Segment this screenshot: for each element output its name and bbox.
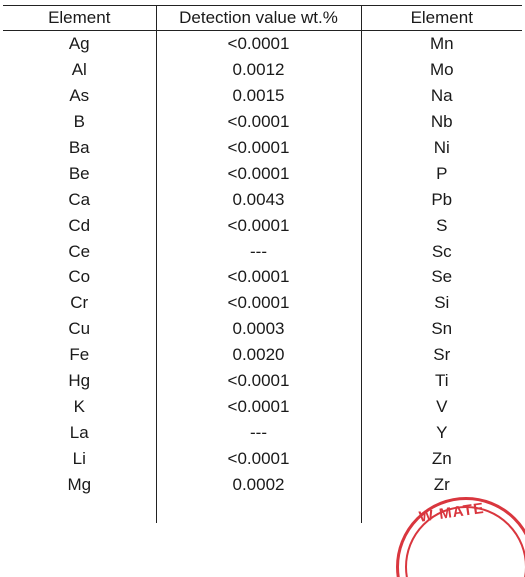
cell-value: 0.0043 <box>156 186 361 212</box>
cell-element-2: P <box>361 160 522 186</box>
cell-element: Co <box>68 267 91 287</box>
cell-element-2: V <box>361 393 522 419</box>
cell-empty <box>156 497 361 523</box>
cell-value: 0.0012 <box>156 57 361 83</box>
table-row <box>3 135 522 161</box>
cell-element-2: Se <box>361 264 522 290</box>
table-row <box>3 31 522 57</box>
cell-element: Fe <box>69 345 90 365</box>
header-detection-value: Detection value wt.% <box>156 6 361 31</box>
table-row <box>3 109 522 135</box>
table-row <box>3 212 522 238</box>
cell-element-2: Zr <box>361 471 522 497</box>
table-row <box>3 316 522 342</box>
cell-element-2: Mn <box>361 31 522 57</box>
cell-element: Ba <box>68 138 90 157</box>
cell-element-2: Zn <box>361 445 522 471</box>
cell-value: 0.0015 <box>156 83 361 109</box>
cell-element-2: Sn <box>361 316 522 342</box>
cell-value: <0.0001 <box>156 160 361 186</box>
table-row <box>3 368 522 394</box>
table-row <box>3 186 522 212</box>
table-row <box>3 393 522 419</box>
cell-element: Ce <box>68 241 91 261</box>
cell-element-2: Ni <box>361 135 522 161</box>
cell-value: <0.0001 <box>156 135 361 161</box>
cell-value: --- <box>156 419 361 445</box>
table-body <box>3 31 522 524</box>
cell-value: <0.0001 <box>156 264 361 290</box>
header-element: Element <box>3 6 156 31</box>
table-row <box>3 238 522 264</box>
cell-empty <box>3 497 156 523</box>
header-row <box>3 6 522 31</box>
cell-element-2: Pb <box>361 186 522 212</box>
cell-element-2: Ti <box>361 368 522 394</box>
cell-element: Li <box>72 448 86 468</box>
cell-element: Hg <box>68 371 91 391</box>
cell-element: Mg <box>67 474 92 494</box>
cell-value: <0.0001 <box>156 212 361 238</box>
cell-value: <0.0001 <box>156 445 361 471</box>
table-row <box>3 160 522 186</box>
cell-element: Cr <box>70 293 89 313</box>
cell-value: 0.0003 <box>156 316 361 342</box>
cell-value: <0.0001 <box>156 109 361 135</box>
cell-element-2: Mo <box>361 57 522 83</box>
cell-element: La <box>69 422 89 442</box>
stamp-text: W MATE <box>418 499 486 526</box>
cell-element: Ag <box>68 34 90 54</box>
table-row <box>3 57 522 83</box>
cell-element-2: Sr <box>361 342 522 368</box>
table-row <box>3 342 522 368</box>
header-element-2: Element <box>361 6 522 31</box>
detection-table <box>3 5 522 523</box>
cell-element: As <box>69 86 90 106</box>
table-row <box>3 83 522 109</box>
cell-element: Ca <box>68 189 91 209</box>
table-row <box>3 290 522 316</box>
cell-value: 0.0002 <box>156 471 361 497</box>
cell-value: --- <box>156 238 361 264</box>
cell-element-2: Si <box>361 290 522 316</box>
cell-element-2: Na <box>361 83 522 109</box>
cell-element: Be <box>68 163 90 183</box>
cell-element: Cu <box>68 319 91 339</box>
cell-element-2: S <box>361 212 522 238</box>
cell-element: Al <box>71 60 87 80</box>
table-header <box>3 6 522 31</box>
cell-element: K <box>73 396 85 416</box>
company-seal-stamp <box>396 497 525 577</box>
cell-element-2: Y <box>361 419 522 445</box>
cell-value: <0.0001 <box>156 290 361 316</box>
cell-value: <0.0001 <box>156 393 361 419</box>
cell-value: 0.0020 <box>156 342 361 368</box>
cell-element-2: Sc <box>361 238 522 264</box>
table-row <box>3 264 522 290</box>
cell-value: <0.0001 <box>156 368 361 394</box>
cell-value: <0.0001 <box>156 31 361 57</box>
table-row <box>3 471 522 497</box>
table-row <box>3 445 522 471</box>
cell-element-2: Nb <box>361 109 522 135</box>
table-row <box>3 419 522 445</box>
cell-element: Cd <box>68 215 91 235</box>
cell-element: B <box>73 112 85 132</box>
